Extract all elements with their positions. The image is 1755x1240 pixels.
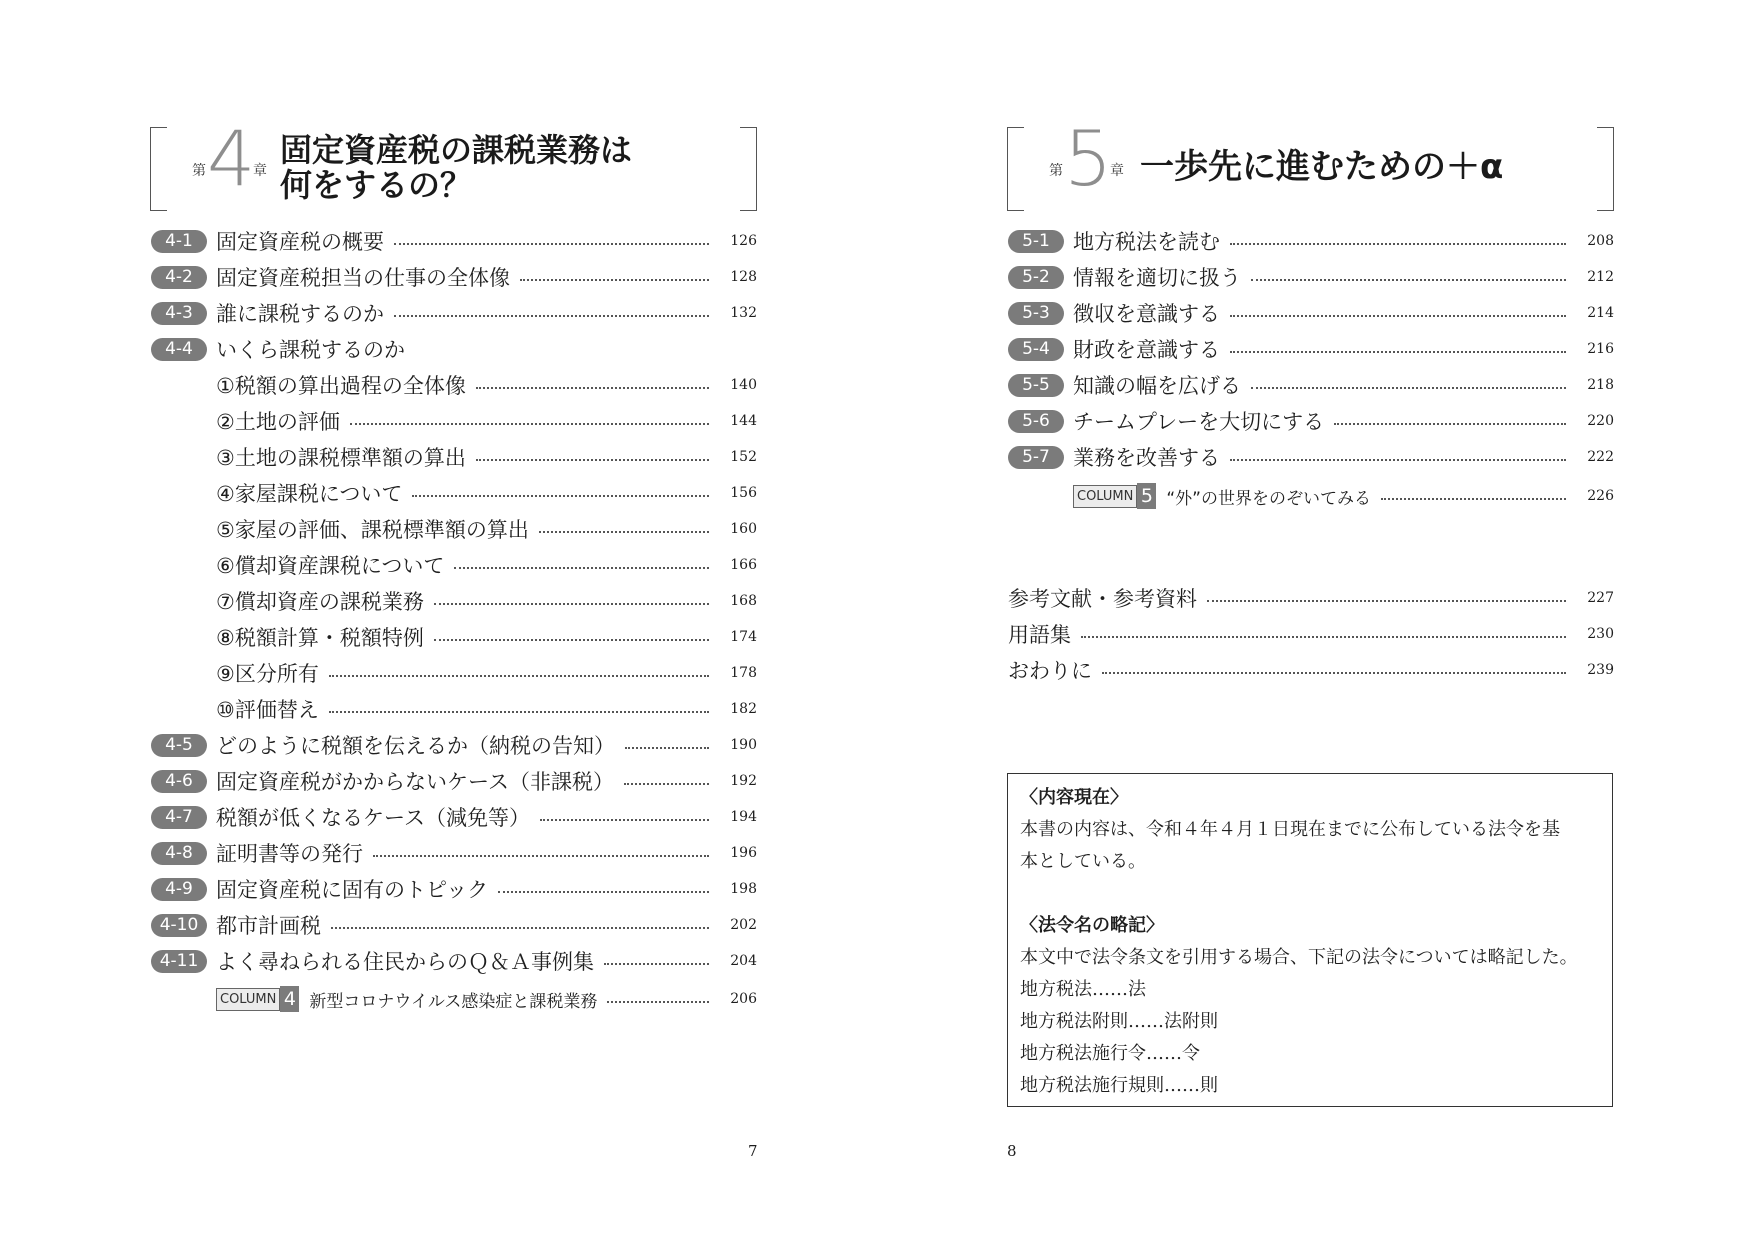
dot-leader (539, 531, 709, 533)
section-badge: 4-2 (151, 266, 207, 289)
section-title: どのように税額を伝えるか（納税の告知） (216, 734, 615, 758)
dot-leader (1251, 387, 1566, 389)
page-ref: 208 (1587, 233, 1614, 249)
toc-subentry[interactable] (216, 478, 757, 508)
subsection-title: ⑨区分所有 (216, 662, 319, 686)
notes-box (1007, 773, 1613, 1107)
notes-text: 本書の内容は、令和４年４月１日現在までに公布している法令を基 (1020, 819, 1560, 840)
toc-column-4[interactable] (216, 984, 757, 1014)
toc-column-5[interactable] (1073, 481, 1614, 511)
subsection-title: ⑦償却資産の課税業務 (216, 590, 424, 614)
section-badge: 5-1 (1008, 230, 1064, 253)
page-ref: 160 (730, 521, 757, 537)
dot-leader (540, 819, 709, 821)
toc-entry-5-7[interactable] (1008, 442, 1614, 472)
dot-leader (604, 963, 709, 965)
section-title: 固定資産税担当の仕事の全体像 (216, 266, 510, 290)
page-ref: 222 (1587, 449, 1614, 465)
chapter-title-line-1: 固定資産税の課税業務は (280, 131, 633, 169)
subsection-title: ①税額の算出過程の全体像 (216, 374, 466, 398)
page-ref: 132 (730, 305, 757, 321)
toc-references[interactable] (1008, 583, 1614, 613)
toc-entry-4-9[interactable] (151, 874, 757, 904)
subsection-title: ⑤家屋の評価、課税標準額の算出 (216, 518, 529, 542)
section-title: 財政を意識する (1073, 338, 1220, 362)
chapter-suffix: 章 (1110, 163, 1124, 179)
section-badge: 4-1 (151, 230, 207, 253)
page-ref: 226 (1587, 488, 1614, 504)
toc-subentry[interactable] (216, 370, 757, 400)
dot-leader (373, 855, 709, 857)
abbreviation-item: 地方税法施行規則……則 (1020, 1075, 1218, 1096)
dot-leader (624, 783, 709, 785)
section-title: いくら課税するのか (216, 338, 405, 362)
toc-entry-4-4[interactable] (151, 334, 757, 364)
right-bracket (1597, 127, 1614, 211)
chapter-title-line-1: 一歩先に進むための＋α (1140, 147, 1504, 187)
page-ref: 239 (1587, 662, 1614, 678)
column-word: COLUMN (1073, 485, 1137, 508)
toc-entry-4-8[interactable] (151, 838, 757, 868)
dot-leader (394, 243, 709, 245)
toc-entry-4-6[interactable] (151, 766, 757, 796)
dot-leader (394, 315, 709, 317)
notes-text: 本としている。 (1020, 851, 1146, 872)
column-badge (216, 986, 299, 1012)
dot-leader (607, 1001, 709, 1003)
toc-entry-5-6[interactable] (1008, 406, 1614, 436)
page-ref: 196 (730, 845, 757, 861)
dot-leader (1102, 672, 1566, 674)
section-title: 地方税法を読む (1073, 230, 1220, 254)
page-ref: 168 (730, 593, 757, 609)
page-ref: 216 (1587, 341, 1614, 357)
extra-title: 用語集 (1008, 623, 1071, 647)
page-ref: 206 (730, 991, 757, 1007)
right-bracket (740, 127, 757, 211)
page-ref: 128 (730, 269, 757, 285)
toc-entry-4-11[interactable] (151, 946, 757, 976)
dot-leader (1251, 279, 1566, 281)
dot-leader (1207, 600, 1566, 602)
page-ref: 152 (730, 449, 757, 465)
chapter-title (280, 133, 632, 203)
page-number-left: 7 (748, 1142, 758, 1160)
dot-leader (498, 891, 709, 893)
dot-leader (476, 459, 709, 461)
section-badge: 4-6 (151, 770, 207, 793)
page-ref: 182 (730, 701, 757, 717)
toc-subentry[interactable] (216, 406, 757, 436)
toc-subentry[interactable] (216, 514, 757, 544)
dot-leader (625, 747, 709, 749)
section-badge: 4-9 (151, 878, 207, 901)
toc-entry-4-1[interactable] (151, 226, 757, 256)
abbreviation-item: 地方税法……法 (1020, 979, 1146, 1000)
page-ref: 178 (730, 665, 757, 681)
toc-subentry[interactable] (216, 550, 757, 580)
page-ref: 230 (1587, 626, 1614, 642)
section-badge: 4-11 (151, 950, 207, 973)
toc-entry-5-1[interactable] (1008, 226, 1614, 256)
dot-leader (1230, 459, 1566, 461)
page-ref: 227 (1587, 590, 1614, 606)
extra-title: 参考文献・参考資料 (1008, 587, 1197, 611)
chapter-suffix: 章 (253, 163, 267, 179)
page-ref: 126 (730, 233, 757, 249)
toc-entry-4-10[interactable] (151, 910, 757, 940)
section-badge: 5-4 (1008, 338, 1064, 361)
notes-text: 本文中で法令条文を引用する場合、下記の法令については略記した。 (1020, 947, 1578, 968)
page-ref: 156 (730, 485, 757, 501)
dot-leader (520, 279, 709, 281)
column-word: COLUMN (216, 988, 280, 1011)
page-ref: 202 (730, 917, 757, 933)
toc-entry-4-2[interactable] (151, 262, 757, 292)
column-title: “外”の世界をのぞいてみる (1166, 488, 1371, 509)
subsection-title: ⑥償却資産課税について (216, 554, 445, 578)
dot-leader (412, 495, 709, 497)
chapter-4-header (150, 114, 757, 209)
chapter-number: 5 (1064, 114, 1113, 203)
abbreviation-item: 地方税法附則……法附則 (1020, 1011, 1218, 1032)
section-badge: 4-5 (151, 734, 207, 757)
chapter-number: 4 (207, 114, 256, 203)
notes-heading-content-date: 〈内容現在〉 (1020, 787, 1128, 808)
page-ref: 204 (730, 953, 757, 969)
section-title: 税額が低くなるケース（減免等） (216, 806, 530, 830)
section-title: 固定資産税がかからないケース（非課税） (216, 770, 614, 794)
notes-heading-abbreviations: 〈法令名の略記〉 (1020, 915, 1164, 936)
toc-entry-5-3[interactable] (1008, 298, 1614, 328)
dot-leader (329, 675, 709, 677)
toc-entry-5-2[interactable] (1008, 262, 1614, 292)
dot-leader (350, 423, 709, 425)
notes-spacer (1020, 878, 1600, 910)
toc-subentry[interactable] (216, 658, 757, 688)
section-badge: 4-8 (151, 842, 207, 865)
section-badge: 5-2 (1008, 266, 1064, 289)
section-badge: 5-3 (1008, 302, 1064, 325)
dot-leader (434, 603, 709, 605)
page-ref: 144 (730, 413, 757, 429)
section-badge: 4-4 (151, 338, 207, 361)
toc-subentry[interactable] (216, 442, 757, 472)
column-title: 新型コロナウイルス感染症と課税業務 (309, 991, 598, 1012)
extra-title: おわりに (1008, 659, 1092, 683)
left-bracket (1007, 127, 1024, 211)
section-title: 都市計画税 (216, 914, 321, 938)
dot-leader (1381, 498, 1566, 500)
subsection-title: ⑧税額計算・税額特例 (216, 626, 424, 650)
section-title: チームプレーを大切にする (1073, 410, 1325, 434)
dot-leader (1230, 243, 1566, 245)
section-title: 知識の幅を広げる (1073, 374, 1241, 398)
toc-afterword[interactable] (1008, 655, 1614, 685)
dot-leader (1081, 636, 1566, 638)
page-ref: 140 (730, 377, 757, 393)
chapter-prefix: 第 (1049, 163, 1063, 179)
page-ref: 214 (1587, 305, 1614, 321)
toc-subentry[interactable] (216, 622, 757, 652)
page-ref: 190 (730, 737, 757, 753)
subsection-title: ②土地の評価 (216, 410, 340, 434)
section-title: よく尋ねられる住民からのＱ＆Ａ事例集 (216, 950, 594, 974)
page-ref: 194 (730, 809, 757, 825)
dot-leader (1230, 351, 1566, 353)
section-title: 固定資産税に固有のトピック (216, 878, 489, 902)
section-badge: 5-5 (1008, 374, 1064, 397)
page-ref: 166 (730, 557, 757, 573)
left-bracket (150, 127, 167, 211)
chapter-5-header (1007, 114, 1614, 209)
column-badge (1073, 483, 1156, 509)
page-ref: 192 (730, 773, 757, 789)
section-title: 徴収を意識する (1073, 302, 1220, 326)
toc-entry-4-3[interactable] (151, 298, 757, 328)
toc-subentry[interactable] (216, 694, 757, 724)
dot-leader (476, 387, 709, 389)
section-title: 業務を改善する (1073, 446, 1220, 470)
section-badge: 4-3 (151, 302, 207, 325)
column-number: 4 (280, 986, 299, 1012)
toc-entry-5-4[interactable] (1008, 334, 1614, 364)
section-title: 情報を適切に扱う (1073, 266, 1241, 290)
toc-glossary[interactable] (1008, 619, 1614, 649)
dot-leader (454, 567, 709, 569)
subsection-title: ④家屋課税について (216, 482, 403, 506)
chapter-prefix: 第 (192, 163, 206, 179)
right-page (877, 0, 1755, 1240)
chapter-title (1140, 147, 1503, 187)
section-title: 固定資産税の概要 (216, 230, 384, 254)
dot-leader (434, 639, 709, 641)
page-ref: 220 (1587, 413, 1614, 429)
section-badge: 5-7 (1008, 446, 1064, 469)
left-page (0, 0, 877, 1240)
column-number: 5 (1137, 483, 1156, 509)
toc-entry-4-7[interactable] (151, 802, 757, 832)
toc-entry-5-5[interactable] (1008, 370, 1614, 400)
page-number-right: 8 (1007, 1142, 1017, 1160)
dot-leader (1230, 315, 1566, 317)
chapter-title-line-2: 何をするの？ (280, 166, 473, 204)
page-ref: 198 (730, 881, 757, 897)
section-badge: 4-7 (151, 806, 207, 829)
dot-leader (1334, 423, 1566, 425)
subsection-title: ③土地の課税標準額の算出 (216, 446, 466, 470)
subsection-title: ⑩評価替え (216, 698, 319, 722)
section-title: 誰に課税するのか (216, 302, 384, 326)
page-ref: 174 (730, 629, 757, 645)
section-badge: 5-6 (1008, 410, 1064, 433)
section-badge: 4-10 (151, 914, 207, 937)
section-title: 証明書等の発行 (216, 842, 363, 866)
dot-leader (329, 711, 709, 713)
toc-entry-4-5[interactable] (151, 730, 757, 760)
dot-leader (331, 927, 709, 929)
abbreviation-item: 地方税法施行令……令 (1020, 1043, 1200, 1064)
page-ref: 212 (1587, 269, 1614, 285)
page-ref: 218 (1587, 377, 1614, 393)
toc-subentry[interactable] (216, 586, 757, 616)
